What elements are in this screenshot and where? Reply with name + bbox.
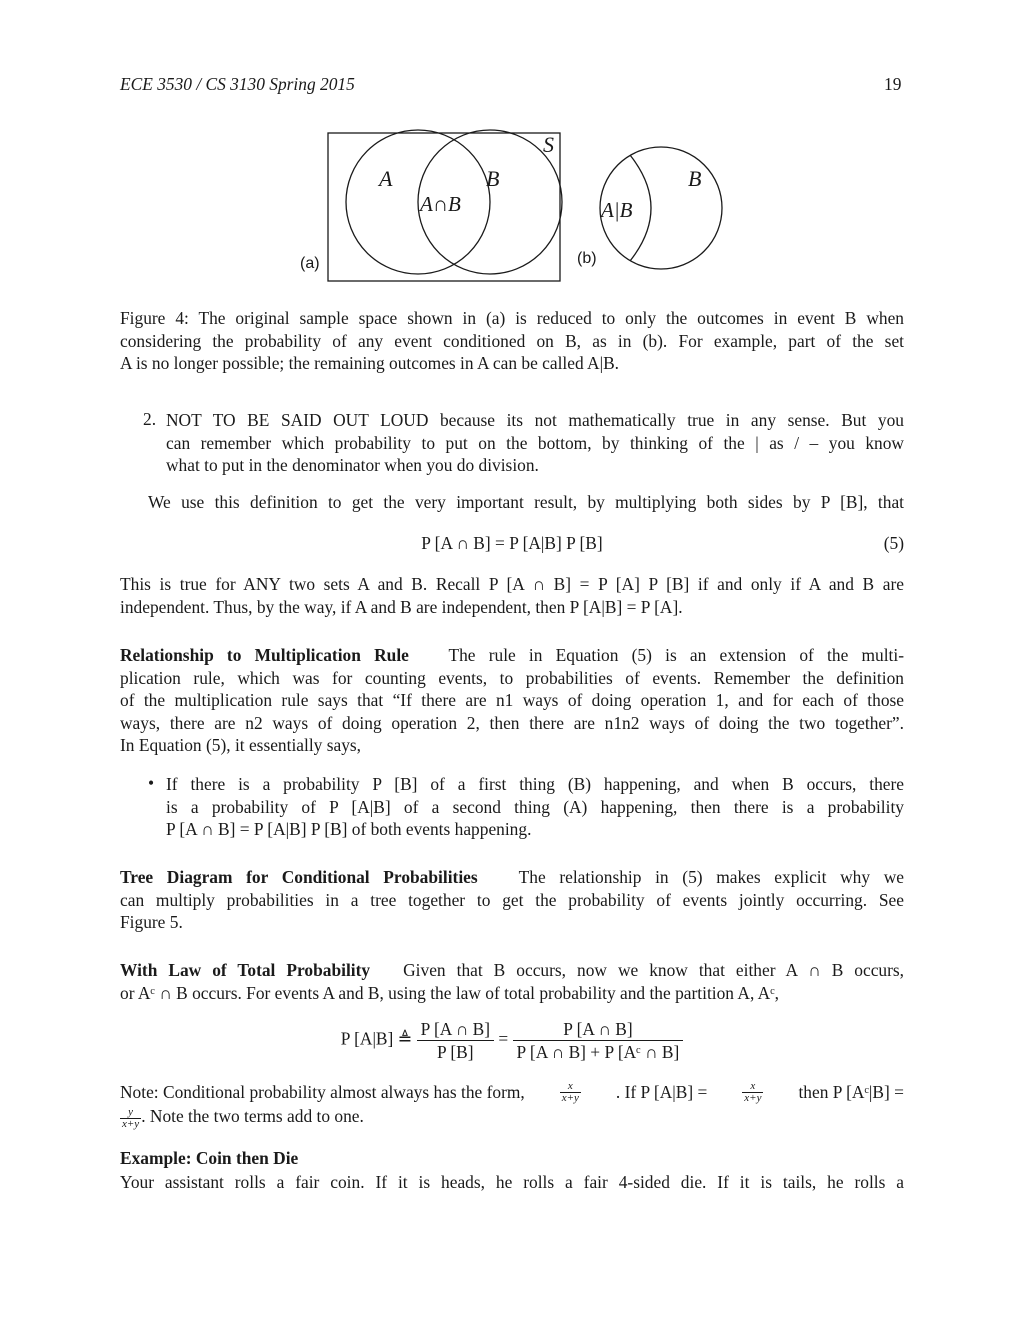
note-text: . If P [A|B] =: [615, 1082, 708, 1102]
small-fraction: [120, 1107, 141, 1130]
tree-diagram-section: [120, 866, 904, 934]
paragraph-line: This is true for ANY two sets A and B. Recall P [A ∩ B] = P [A] P [B] if and only if A and B are: [120, 574, 904, 594]
caption-line: considering the probability of any event conditioned on B, as in (b). For example, part of the set: [120, 330, 904, 351]
a-given-b-boundary: [630, 155, 651, 261]
example-heading: Example: Coin then Die: [120, 1148, 299, 1168]
paragraph-line: can multiply probabilities in a tree together to get the probability of events jointly occurring. See: [120, 889, 904, 910]
bullet-line: is a probability of P [A|B] of a second thing (A) happening, then there is a probability: [166, 796, 904, 817]
fraction-numerator: x: [560, 1081, 581, 1093]
equals-sign: =: [498, 1028, 509, 1049]
paragraph-line: or Aᶜ ∩ B occurs. For events A and B, using the law of total probability and the partition A, Aᶜ,: [120, 982, 780, 1003]
list-item-line: what to put in the denominator when you do division.: [166, 455, 539, 476]
section-heading: Relationship to Multiplication Rule: [120, 645, 409, 665]
paragraph-line: independent. Thus, by the way, if A and B are independent, then P [A|B] = P [A].: [120, 596, 683, 617]
panel-a-label: (a): [300, 255, 320, 272]
note-text: . Note the two terms add to one.: [141, 1106, 364, 1126]
running-header: ECE 3530 / CS 3130 Spring 2015: [120, 74, 355, 94]
intersection-label: A∩B: [420, 192, 461, 216]
note-text: then P [Aᶜ|B] =: [798, 1082, 904, 1102]
conditional-probability-equation: [120, 1018, 904, 1063]
paragraph-line: Your assistant rolls a fair coin. If it is heads, he rolls a fair 4-sided die. If it is tails, he rolls a: [120, 1172, 904, 1192]
independence-paragraph: [120, 573, 904, 618]
paragraph-line: Figure 5.: [120, 912, 183, 933]
bullet-line: If there is a probability P [B] of a first thing (B) happening, and when B occurs, there: [166, 774, 904, 794]
section-heading: Tree Diagram for Conditional Probabilities: [120, 867, 478, 887]
note-paragraph: [120, 1080, 904, 1130]
caption-line: Figure 4: The original sample space shown in (a) is reduced to only the outcomes in event B when: [120, 308, 904, 328]
set-b-label: B: [486, 166, 500, 191]
note-text: Note: Conditional probability almost always has the form,: [120, 1082, 525, 1102]
fraction-numerator: P [A ∩ B]: [417, 1018, 494, 1041]
list-item-line: NOT TO BE SAID OUT LOUD because its not mathematically true in any sense. But you: [166, 410, 904, 430]
equation-lhs: P [A|B] ≜: [340, 1028, 413, 1049]
equation-5: P [A ∩ B] = P [A|B] P [B]: [421, 533, 603, 553]
paragraph-line: The relationship in (5) makes explicit why we: [518, 867, 904, 887]
venn-figure: [290, 124, 740, 289]
definition-line: We use this definition to get the very important result, by multiplying both sides by P [B], that: [148, 492, 904, 512]
fraction-denominator: x+y: [561, 1091, 579, 1104]
fraction: [417, 1018, 494, 1063]
fraction-numerator: x: [742, 1081, 763, 1093]
paragraph-line: of the multiplication rule says that “If there are n1 ways of doing operation 1, and for each of those: [120, 690, 904, 711]
list-item-line: can remember which probability to put on the bottom, by thinking of the | as / – you know: [166, 432, 904, 453]
list-marker: 2.: [143, 409, 157, 429]
fraction-numerator: P [A ∩ B]: [513, 1018, 684, 1041]
paragraph-line: Given that B occurs, now we know that either A ∩ B occurs,: [403, 960, 905, 980]
multiplication-rule-section: [120, 644, 904, 757]
definition-paragraph: [148, 491, 904, 514]
list-item: [166, 409, 904, 477]
page-number: 19: [884, 74, 902, 94]
section-heading: With Law of Total Probability: [120, 960, 371, 980]
fraction-denominator: P [A ∩ B] + P [Aᶜ ∩ B]: [516, 1042, 680, 1062]
figure-caption: [120, 307, 904, 375]
paragraph-line: The rule in Equation (5) is an extension of the multi-: [448, 645, 904, 665]
panel-b-label: (b): [577, 250, 597, 267]
paragraph-line: In Equation (5), it essentially says,: [120, 735, 362, 756]
fraction-numerator: y: [120, 1107, 141, 1119]
sample-space-label: S: [543, 132, 554, 157]
caption-line: A is no longer possible; the remaining outcomes in A can be called A|B.: [120, 353, 620, 374]
paragraph-line: plication rule, which was for counting events, to probabilities of events. Remember the definition: [120, 667, 904, 688]
bullet-line: P [A ∩ B] = P [A|B] P [B] of both events happening.: [166, 819, 532, 840]
small-fraction: [742, 1081, 763, 1104]
equation-number: (5): [883, 533, 904, 553]
total-probability-section: [120, 959, 904, 1004]
bullet-item: [166, 773, 904, 841]
fraction-denominator: x+y: [744, 1091, 762, 1104]
bullet-marker: •: [148, 773, 155, 793]
fraction-denominator: P [B]: [437, 1042, 474, 1062]
conditional-label: A|B: [601, 198, 633, 222]
small-fraction: [560, 1081, 581, 1104]
fraction-denominator: x+y: [122, 1117, 140, 1130]
example-paragraph: [120, 1171, 904, 1194]
set-a-label: A: [379, 166, 393, 191]
fraction: [513, 1018, 684, 1063]
paragraph-line: ways, there are n2 ways of doing operation 2, then there are n1n2 ways of doing the two together”.: [120, 712, 904, 733]
b-label-panel-b: B: [688, 166, 702, 191]
